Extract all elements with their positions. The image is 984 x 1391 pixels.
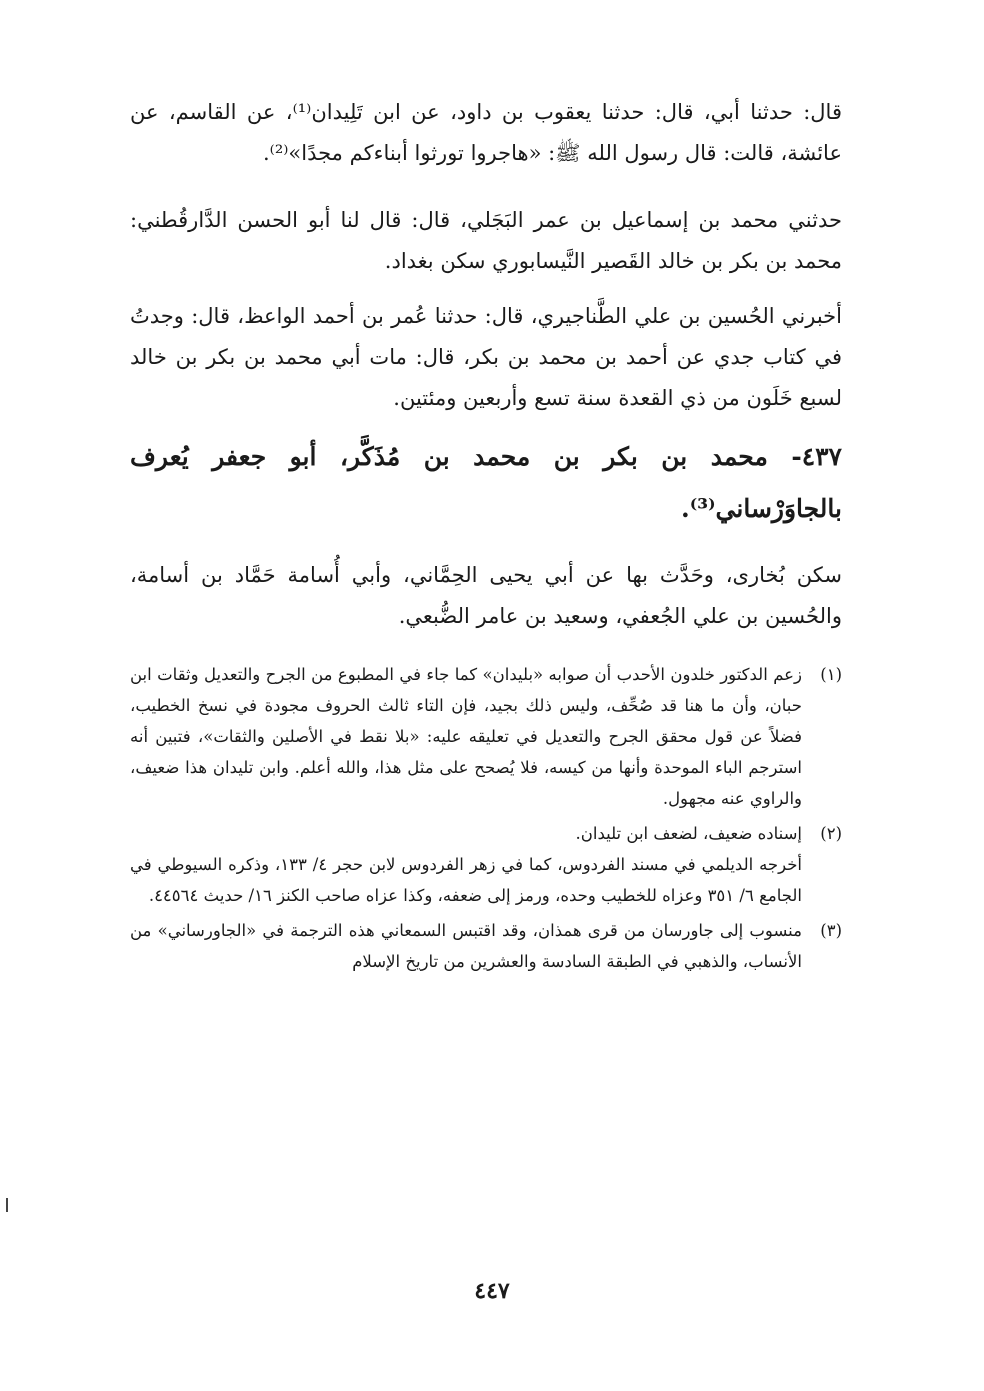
footnote-marker: (٢) [820,824,842,843]
paragraph-text: قال: حدثنا أبي، قال: حدثنا يعقوب بن داود، عن ابن تَلِيدان⁽¹⁾، عن القاسم، عن عائشة، قالت: قال رسول الله ﷺ: «هاجروا تورثوا أبناءكم مجدًا»⁽²⁾. [130,100,842,165]
page-body [130,92,842,981]
footnote-line: أخرجه الديلمي في مسند الفردوس، كما في زهر الفردوس لابن حجر ٤/ ١٣٣، وذكره السيوطي في الجامع ٦/ ٣٥١ وعزاه للخطيب وحده، ورمز إلى ضعفه، وكذا عزاه صاحب الكنز ١٦/ حديث ٤٤٥٦٤. [130,855,803,905]
footnote-text [130,915,802,977]
page-number: ٤٤٧ [474,1278,510,1304]
footnote-line: منسوب إلى جاورسان من قرى همذان، وقد اقتبس السمعاني هذه الترجمة في «الجاورساني» من الأنساب، والذهبي في الطبقة السادسة والعشرين من تاريخ الإسلام [130,921,802,971]
paragraph-isnad-3 [130,296,842,419]
footnote-text [130,659,802,814]
footnote-2 [130,818,842,911]
footnote-1 [130,659,842,814]
entry-body-text: سكن بُخارى، وحَدَّث بها عن أبي يحيى الحِمَّاني، وأبي أُسامة حَمَّاد بن أسامة، والحُسين بن علي الجُعفي، وسعيد بن عامر الضُّبعي. [130,563,842,628]
footnote-text [130,818,802,911]
paragraph-isnad-1 [130,92,842,174]
scan-edge-mark [6,1198,8,1212]
entry-heading: ٤٣٧- محمد بن بكر بن محمد بن مُذَكَّر، أبو جعفر يُعرف بالجاوَرْساني⁽³⁾. [130,442,842,523]
footnotes [130,659,842,977]
paragraph-text: أخبرني الحُسين بن علي الطَّناجيري، قال: حدثنا عُمر بن أحمد الواعظ، قال: وجدتُ في كتاب جدي عن أحمد بن محمد بن بكر، قال: مات أبي محمد بن بكر بن خالد لسبع خَلَون من ذي القعدة سنة تسع وأربعين ومئتين. [130,304,842,410]
footnote-marker: (١) [820,665,842,684]
paragraph-isnad-2 [130,200,842,282]
paragraph-text: حدثني محمد بن إسماعيل بن عمر البَجَلي، قال: قال لنا أبو الحسن الدَّارقُطني: محمد بن بكر بن خالد القَصير النَّيسابوري سكن بغداد. [130,208,842,273]
footnote-marker: (٣) [820,921,842,940]
footnote-line: زعم الدكتور خلدون الأحدب أن صوابه «بليدان» كما جاء في المطبوع من الجرح والتعديل وثقات ابن حبان، وأن ما هنا قد صُحِّف، وليس ذلك بجيد، فإن التاء ثالث الحروف مجودة في نسخ الخطيب، فضلاً عن قول محقق الجرح والتعديل في تعليقه عليه: «بلا نقط في الأصلين والثقات»، فتبين أنه استرجم الباء الموحدة وأنها من كيسه، فلا يُصحح على مثل هذا، والله أعلم. وابن تليدان هذا ضعيف، والراوي عنه مجهول. [130,665,802,808]
footnote-line: إسناده ضعيف، لضعف ابن تليدان. [575,824,802,843]
entry-body [130,555,842,637]
footnote-3 [130,915,842,977]
